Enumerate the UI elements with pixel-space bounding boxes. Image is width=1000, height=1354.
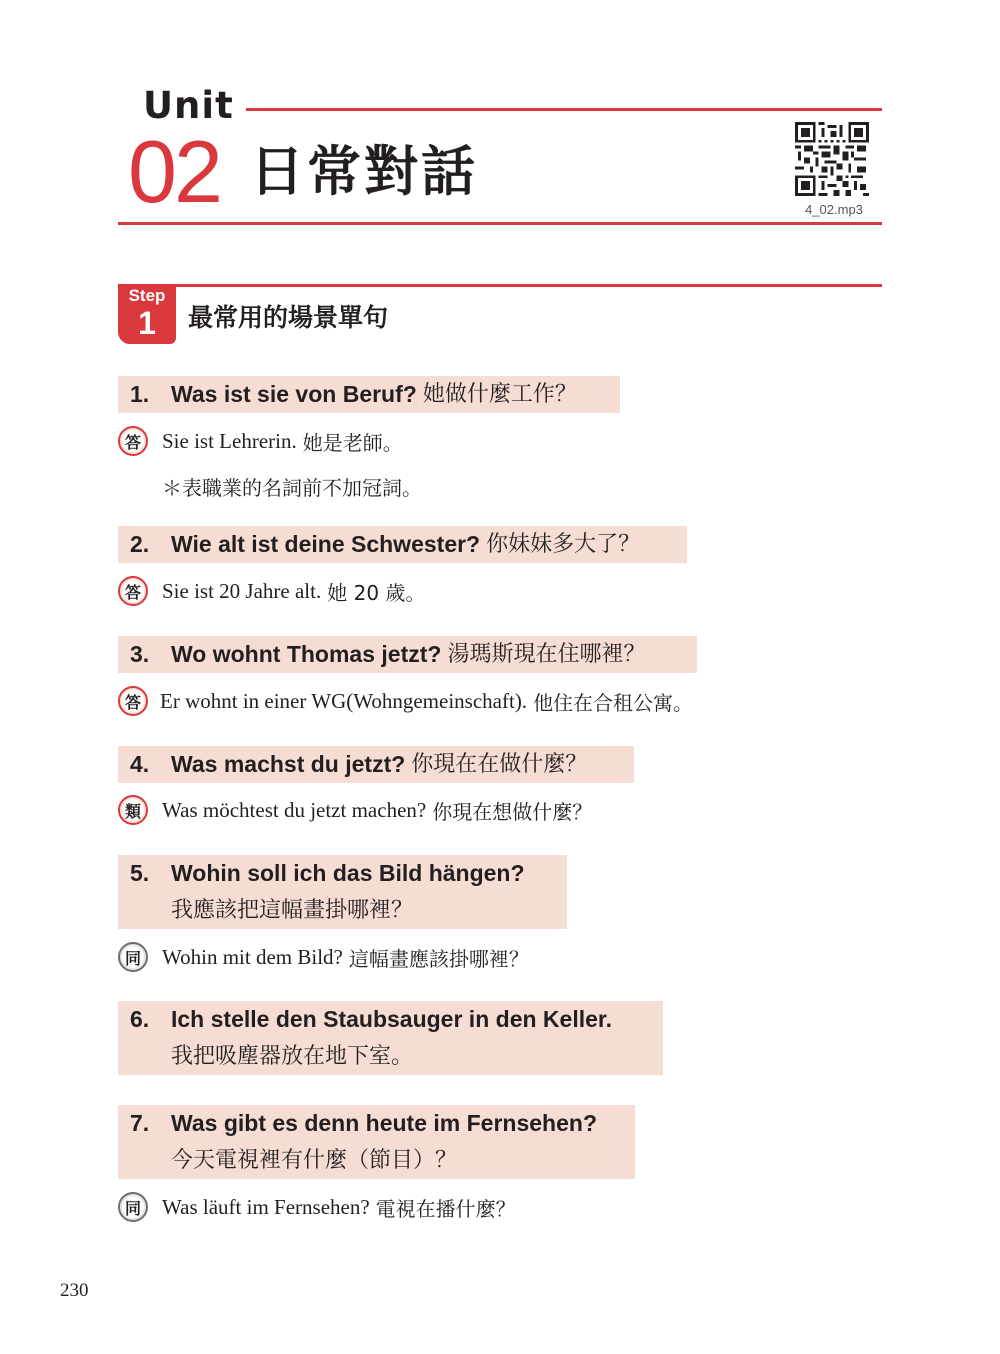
question-box-6 — [118, 1001, 663, 1075]
question-box-7 — [118, 1105, 635, 1179]
answer-chinese: 她 20 歲。 — [327, 580, 426, 605]
header-top-rule — [246, 108, 882, 111]
answer-german: Was möchtest du jetzt machen? — [162, 797, 427, 822]
answer-icon: 同 — [118, 942, 148, 972]
question-chinese: 我應該把這幅畫掛哪裡？ — [171, 898, 414, 923]
question-number: 4. — [130, 751, 150, 777]
answer-chinese: 電視在播什麼？ — [375, 1196, 516, 1221]
question-chinese: 今天電視裡有什麼（節目）？ — [171, 1148, 458, 1173]
audio-file-label: 4_02.mp3 — [805, 202, 863, 217]
answer-icon: 類 — [118, 795, 148, 825]
question-number: 7. — [130, 1110, 150, 1136]
question-box-5 — [118, 855, 567, 929]
question-number: 3. — [130, 641, 150, 667]
question-german: Was ist sie von Beruf? — [171, 381, 417, 407]
page-number: 230 — [60, 1280, 89, 1301]
step-badge — [118, 284, 176, 344]
header-bottom-rule — [118, 222, 882, 225]
answer-german: Was läuft im Fernsehen? — [162, 1194, 370, 1219]
step-rule — [118, 284, 882, 287]
qr-code-icon[interactable] — [795, 122, 869, 196]
question-number: 6. — [130, 1006, 150, 1032]
answer-chinese: 她是老師。 — [302, 430, 403, 455]
question-number: 2. — [130, 531, 150, 557]
answer-5 — [118, 942, 529, 972]
grammar-note: ＊表職業的名詞前不加冠詞。 — [162, 476, 422, 500]
answer-2 — [118, 576, 425, 606]
step-label: Step — [128, 286, 166, 305]
answer-chinese: 你現在想做什麼？ — [432, 799, 593, 824]
question-chinese: 我把吸塵器放在地下室。 — [171, 1044, 414, 1069]
answer-7 — [118, 1192, 516, 1222]
answer-3 — [118, 686, 693, 716]
answer-icon: 答 — [118, 686, 148, 716]
answer-1 — [118, 426, 403, 456]
answer-4 — [118, 795, 592, 825]
step-title: 最常用的場景單句 — [188, 303, 389, 332]
unit-title: 日常對話 — [250, 140, 478, 203]
question-chinese: 她做什麼工作？ — [422, 382, 577, 407]
step-number: 1 — [138, 305, 156, 341]
unit-number: 02 — [128, 122, 220, 221]
answer-icon: 同 — [118, 1192, 148, 1222]
question-box-1 — [118, 376, 620, 413]
unit-label: Unit — [143, 84, 234, 127]
question-german: Was gibt es denn heute im Fernsehen? — [171, 1110, 597, 1136]
question-chinese: 湯瑪斯現在住哪裡？ — [447, 642, 646, 667]
answer-chinese: 這幅畫應該掛哪裡？ — [348, 946, 529, 971]
question-german: Wo wohnt Thomas jetzt? — [171, 641, 442, 667]
answer-german: Wohin mit dem Bild? — [162, 944, 343, 969]
question-german: Was machst du jetzt? — [171, 751, 406, 777]
question-chinese: 你妹妹多大了？ — [486, 532, 641, 557]
answer-german: Sie ist Lehrerin. — [162, 428, 297, 453]
question-german: Ich stelle den Staubsauger in den Keller. — [171, 1006, 612, 1032]
answer-german: Er wohnt in einer WG(Wohngemeinschaft). — [160, 688, 528, 713]
question-german: Wohin soll ich das Bild hängen? — [171, 860, 525, 886]
answer-chinese: 他住在合租公寓。 — [533, 690, 694, 715]
question-box-4 — [118, 746, 634, 783]
answer-german: Sie ist 20 Jahre alt. — [162, 578, 322, 603]
question-box-3 — [118, 636, 697, 673]
answer-icon: 答 — [118, 576, 148, 606]
answer-icon: 答 — [118, 426, 148, 456]
question-number: 1. — [130, 381, 150, 407]
question-number: 5. — [130, 860, 150, 886]
question-chinese: 你現在在做什麼？ — [411, 752, 588, 777]
question-box-2 — [118, 526, 687, 563]
question-german: Wie alt ist deine Schwester? — [171, 531, 481, 557]
